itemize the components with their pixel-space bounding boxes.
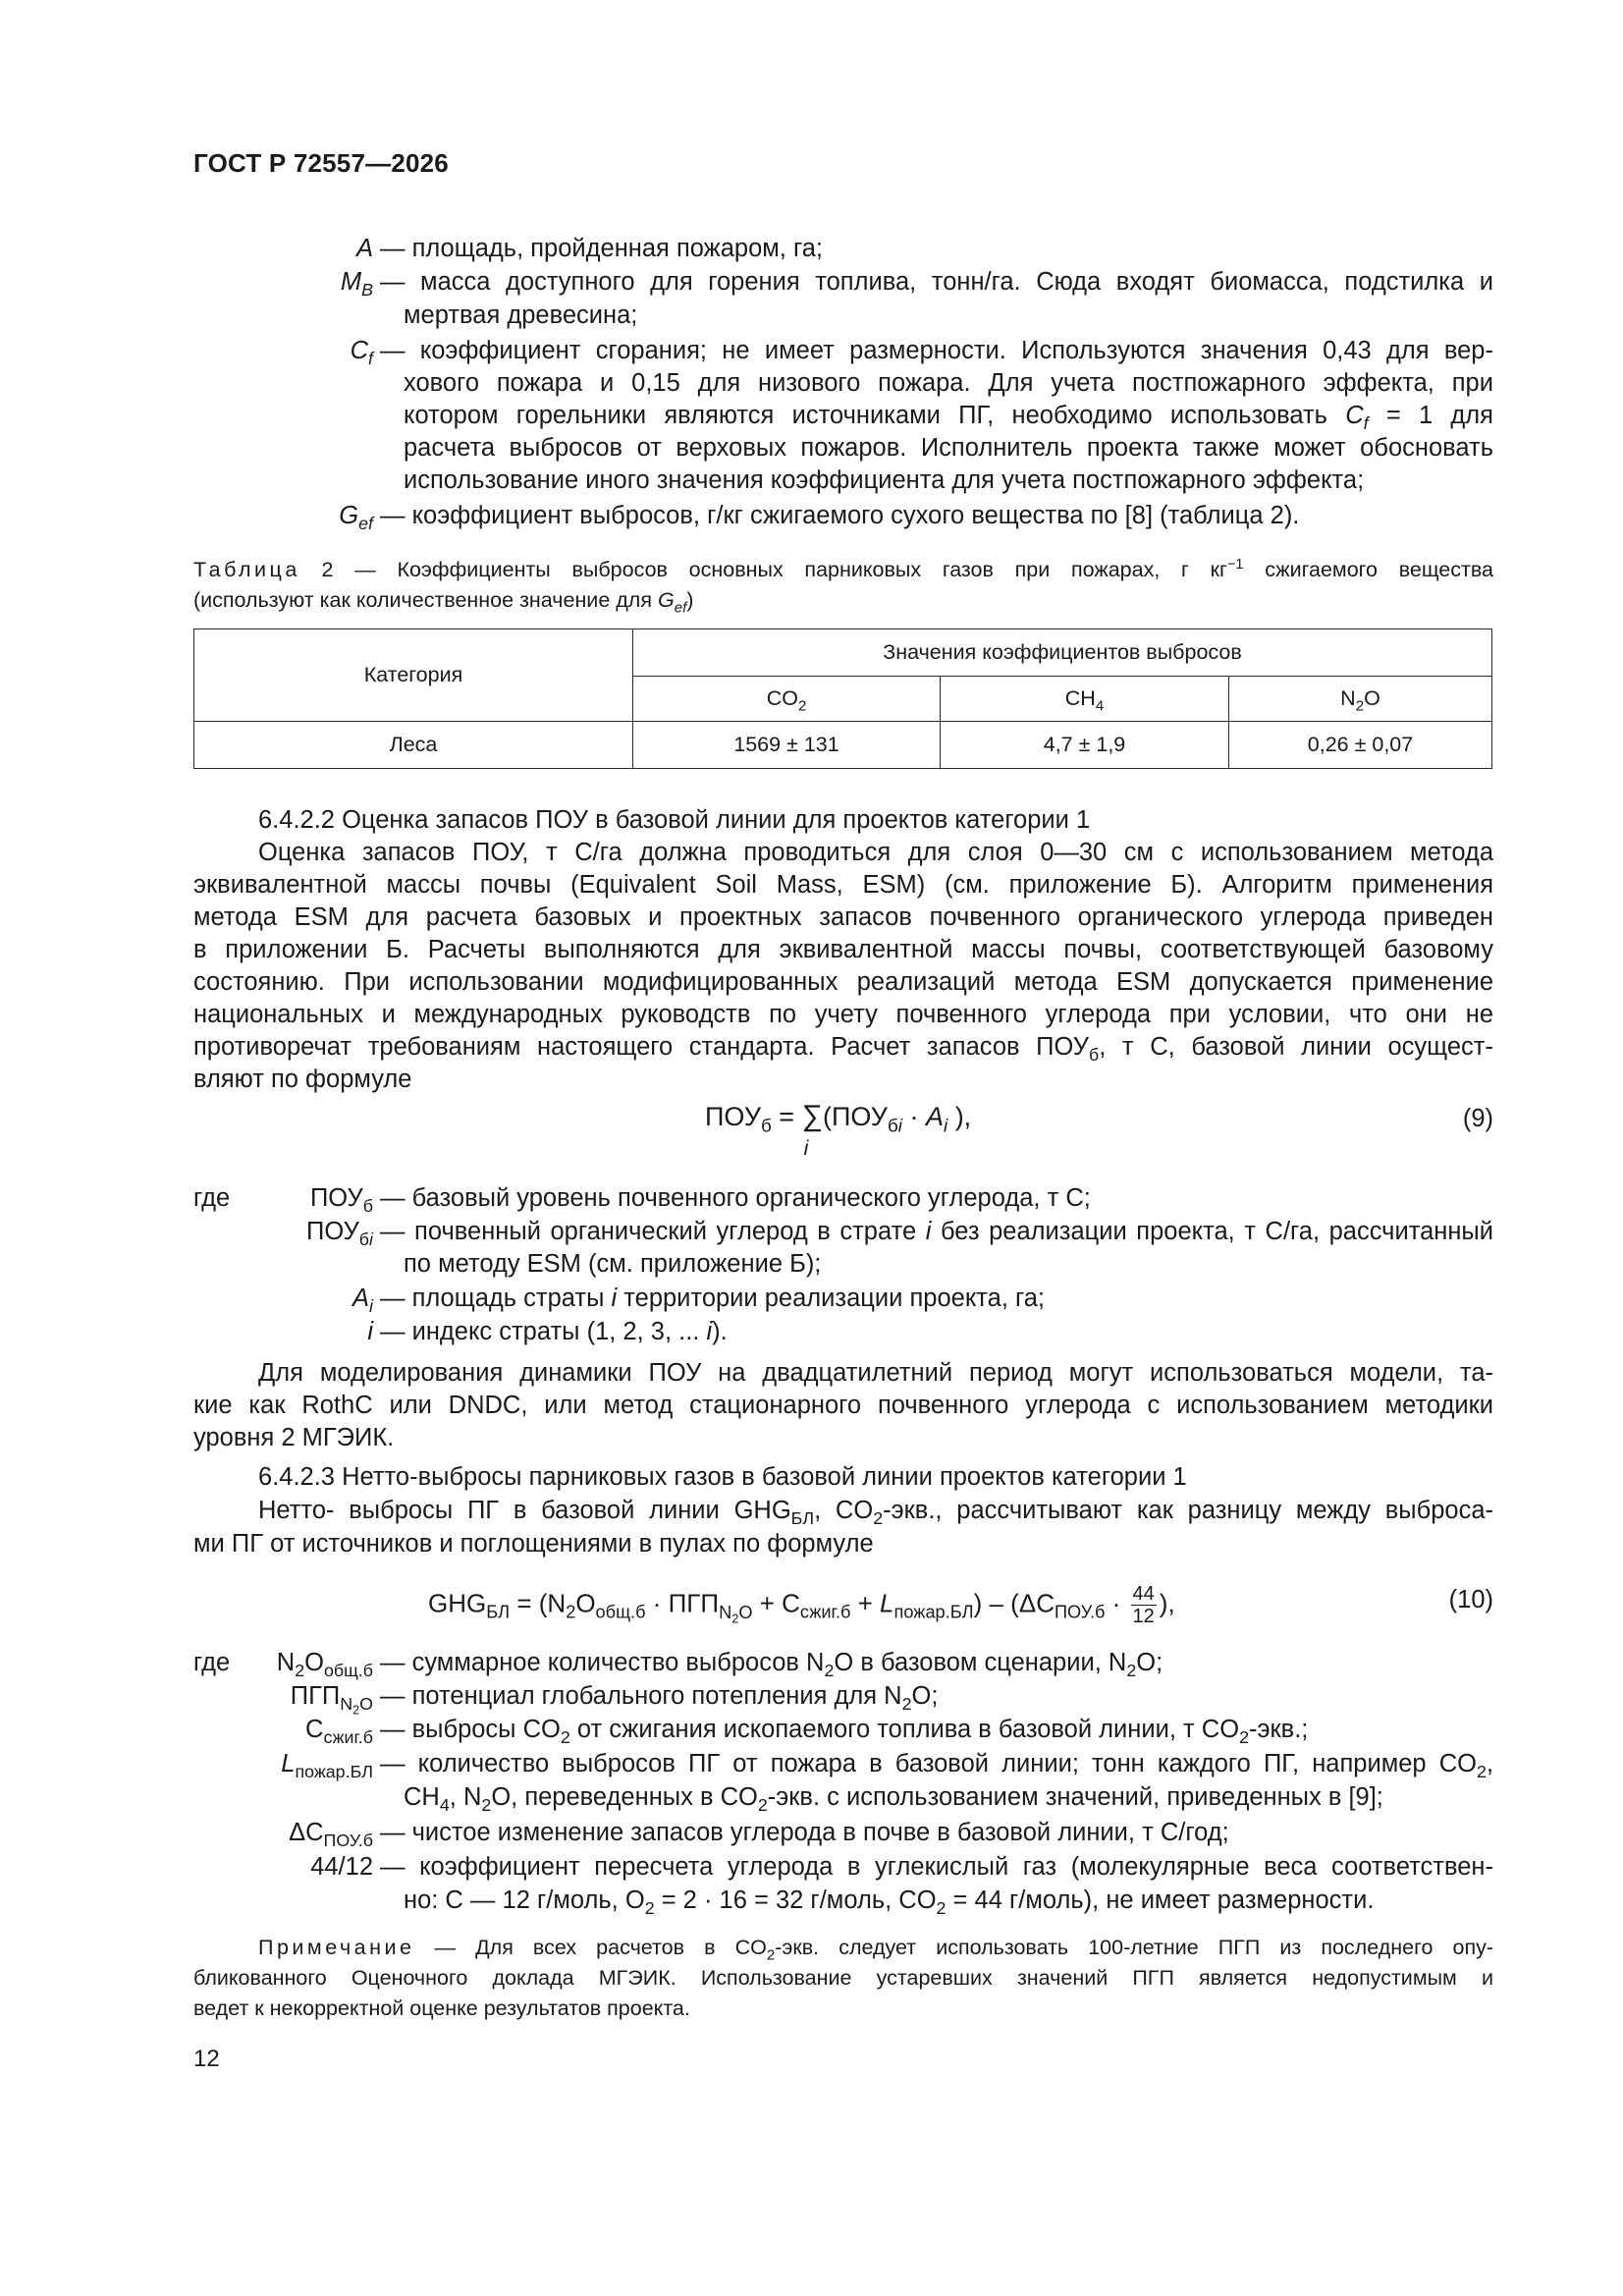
def-row-i: — индекс страты (1, 2, 3, ... i). bbox=[380, 1318, 728, 1345]
def-row-dC: — чистое изменение запасов углерода в почве в базовой линии, т С/год; bbox=[380, 1819, 1229, 1846]
table-header-co2: $CO_2$ bbox=[633, 677, 941, 722]
table-row bbox=[194, 722, 1492, 769]
def-row-Cf-2: хового пожара и 0,15 для низового пожара. Для учета постпожарного эффекта, при bbox=[404, 369, 1493, 397]
para-6-4-2-2-line4: в приложении Б. Расчеты выполняются для эквивалентной массы почвы, соответствующей базовому bbox=[193, 936, 1493, 963]
def-row-L: — количество выбросов ПГ от пожара в базовой линии; тонн каждого ПГ, например $CO_2$, bbox=[380, 1750, 1493, 1782]
table-caption-label: Таблица bbox=[193, 558, 300, 581]
table-header-n2o: $N_2O$ bbox=[1229, 677, 1492, 722]
def-term-N2O: $N_2O_{общ.б}$ bbox=[276, 1649, 373, 1681]
def-row-POUbi: — почвенный органический углерод в страте i без реализации проекта, т С/га, рассчитанный bbox=[380, 1218, 1494, 1245]
def-row-Gef: — коэффициент выбросов, г/кг сжигаемого сухого вещества по [8] (таблица 2). bbox=[380, 502, 1300, 529]
table-cell-n2o: 0,26 ± 0,07 bbox=[1229, 722, 1492, 769]
table-header-group: Значения коэффициентов выбросов bbox=[633, 629, 1492, 677]
para-6-4-2-2-line6: национальных и международных руководств по учету почвенного углерода при условии, что они не bbox=[193, 1001, 1493, 1028]
para2-line2: кие как RothC или DNDC, или метод стационарного почвенного углерода с использованием методики bbox=[193, 1392, 1493, 1419]
table-header-category: Категория bbox=[194, 629, 633, 722]
def-term-Gef: $G_{ef}$ bbox=[339, 502, 373, 534]
para-6-4-2-2-line3: метода ESM для расчета базовых и проектных запасов почвенного органического углерода приведен bbox=[193, 903, 1493, 931]
para-6-4-2-2-line8: вляют по формуле bbox=[193, 1066, 412, 1093]
formula-9-number: (9) bbox=[1462, 1105, 1493, 1132]
def-term-dC: $\Delta C_{ПОУ.б}$ bbox=[289, 1819, 373, 1851]
para-6-4-2-2-line7: противоречат требованиям настоящего стандарта. Расчет запасов $ПОУ_б$, т С, базовой линии осущест- bbox=[193, 1033, 1493, 1066]
def-term-MB: $M_B$ bbox=[340, 268, 373, 301]
def-row-Cf-3: котором горельники являются источниками ПГ, необходимо использовать $C_f = 1$ для bbox=[404, 402, 1493, 434]
table-cell-category: Леса bbox=[194, 722, 633, 769]
def-term-44-12: 44/12 bbox=[310, 1853, 373, 1881]
def-term-POUb: $ПОУ_б$ bbox=[309, 1184, 373, 1217]
def-row-L-cont: $CH_4$, $N_2O$, переведенных в $CO_2$-экв. с использованием значений, приведенных в [9]; bbox=[404, 1783, 1383, 1816]
section-heading-6-4-2-2: 6.4.2.2 Оценка запасов ПОУ в базовой линии для проектов категории 1 bbox=[258, 806, 1091, 834]
def-row-Cf-5: использование иного значения коэффициента для учета постпожарного эффекта; bbox=[404, 466, 1365, 494]
def-row-44-12: — коэффициент пересчета углерода в углекислый газ (молекулярные веса соответствен- bbox=[380, 1853, 1493, 1881]
para2-line3: уровня 2 МГЭИК. bbox=[193, 1424, 395, 1451]
def-term-L: $L_{пожар.БЛ}$ bbox=[281, 1750, 373, 1782]
table-cell-ch4: 4,7 ± 1,9 bbox=[941, 722, 1229, 769]
note-line3: ведет к некорректной оценке результатов проекта. bbox=[193, 1996, 690, 2020]
table-caption-line1: Таблица 2 — Коэффициенты выбросов основных парниковых газов при пожарах, г $кг^{-1}$ сжигаемого вещества bbox=[193, 556, 1493, 581]
def-row-MB-cont: мертвая древесина; bbox=[404, 301, 638, 329]
def-term-A: A bbox=[355, 235, 373, 262]
def-term-i: i bbox=[367, 1318, 373, 1345]
def-row-POUbi-cont: по методу ESM (см. приложение Б); bbox=[404, 1250, 822, 1278]
para-6-4-2-2-line2: эквивалентной массы почвы (Equivalent Soil Mass, ESM) (см. приложение Б). Алгоритм применения bbox=[193, 871, 1493, 899]
para-6-4-2-3-line2: ми ПГ от источников и поглощениями в пулах по формуле bbox=[193, 1530, 874, 1558]
where-label-9: где bbox=[193, 1184, 231, 1212]
def-term-Csg: $C_{сжиг.б}$ bbox=[305, 1716, 373, 1748]
formula-9: $ПОУ_б$ = ∑ i ($ПОУ_{бi} \cdot A_i$ ), bbox=[705, 1100, 972, 1160]
def-term-POUbi: $ПОУ_{бi}$ bbox=[305, 1218, 373, 1250]
def-term-Cf: $C_f$ bbox=[350, 337, 373, 369]
fraction-44-12: $\frac{44}{12}$ bbox=[1132, 1583, 1155, 1627]
table-cell-co2: 1569 ± 131 bbox=[633, 722, 941, 769]
def-row-Ai: — площадь страты i территории реализации проекта, га; bbox=[380, 1285, 1046, 1312]
page-number: 12 bbox=[193, 2046, 220, 2072]
def-row-MB: — масса доступного для горения топлива, тонн/га. Сюда входят биомасса, подстилка и bbox=[380, 268, 1493, 296]
def-row-Csg: — выбросы $CO_2$ от сжигания ископаемого топлива в базовой линии, т $CO_2$-экв.; bbox=[380, 1716, 1309, 1748]
section-heading-6-4-2-3: 6.4.2.3 Нетто-выбросы парниковых газов в базовой линии проектов категории 1 bbox=[258, 1463, 1187, 1491]
def-row-A: — площадь, пройденная пожаром, га; bbox=[380, 235, 823, 262]
note-label: Примечание bbox=[258, 1936, 415, 1959]
def-row-PGP: — потенциал глобального потепления для $N_2O$; bbox=[380, 1682, 939, 1715]
table-header-ch4: $CH_4$ bbox=[941, 677, 1229, 722]
def-row-POUb: — базовый уровень почвенного органического углерода, т С; bbox=[380, 1184, 1091, 1212]
where-label-10: где bbox=[193, 1649, 231, 1676]
emission-factors-table bbox=[193, 629, 1492, 769]
def-row-Cf-4: расчета выбросов от верховых пожаров. Исполнитель проекта также может обосновать bbox=[404, 434, 1493, 462]
def-term-PGP: $ПГП_{N_2O}$ bbox=[290, 1682, 373, 1718]
para-6-4-2-2-line5: состоянию. При использовании модифицированных реализаций метода ESM допускается применение bbox=[193, 968, 1493, 996]
def-row-44-12-cont: но: С — 12 г/моль, $O_2 = 2 \cdot 16 = 32$ г/моль, $CO_2 = 44$ г/моль), не имеет размерности. bbox=[404, 1886, 1375, 1919]
document-header: ГОСТ Р 72557—2026 bbox=[193, 148, 449, 178]
para-6-4-2-2-line1: Оценка запасов ПОУ, т С/га должна проводиться для слоя 0—30 см с использованием метода bbox=[258, 839, 1493, 866]
table-caption-line2: (используют как количественное значение для $G_{ef}$) bbox=[193, 588, 694, 617]
def-row-N2O: — суммарное количество выбросов $N_2O$ в базовом сценарии, $N_2O$; bbox=[380, 1649, 1163, 1681]
formula-10-number: (10) bbox=[1448, 1586, 1493, 1613]
para-6-4-2-3-line1: Нетто- выбросы ПГ в базовой линии $GHG_{БЛ}$, $CO_2$-экв., рассчитывают как разницу между выброса- bbox=[258, 1497, 1494, 1529]
para2-line1: Для моделирования динамики ПОУ на двадцатилетний период могут использоваться модели, та- bbox=[258, 1359, 1493, 1387]
note-line1: Примечание — Для всех расчетов в $CO_2$-экв. следует использовать 100-летние ПГП из последнего опу- bbox=[258, 1936, 1493, 1964]
def-row-Cf-1: — коэффициент сгорания; не имеет размерности. Используются значения 0,43 для вер- bbox=[380, 337, 1493, 364]
formula-10: $GHG_{БЛ} = (N_2O_{общ.б} \cdot ПГП_{N_2O} + C_{сжиг.б} + L_{пожар.БЛ}) - (\Delta C_{ПОУ.б}$ · $\frac{44}{12}$ ), bbox=[428, 1583, 1175, 1627]
note-line2: бликованного Оценочного доклада МГЭИК. Использование устаревших значений ПГП является недопустимым и bbox=[193, 1966, 1493, 1990]
def-term-Ai: $A_i$ bbox=[352, 1285, 373, 1317]
